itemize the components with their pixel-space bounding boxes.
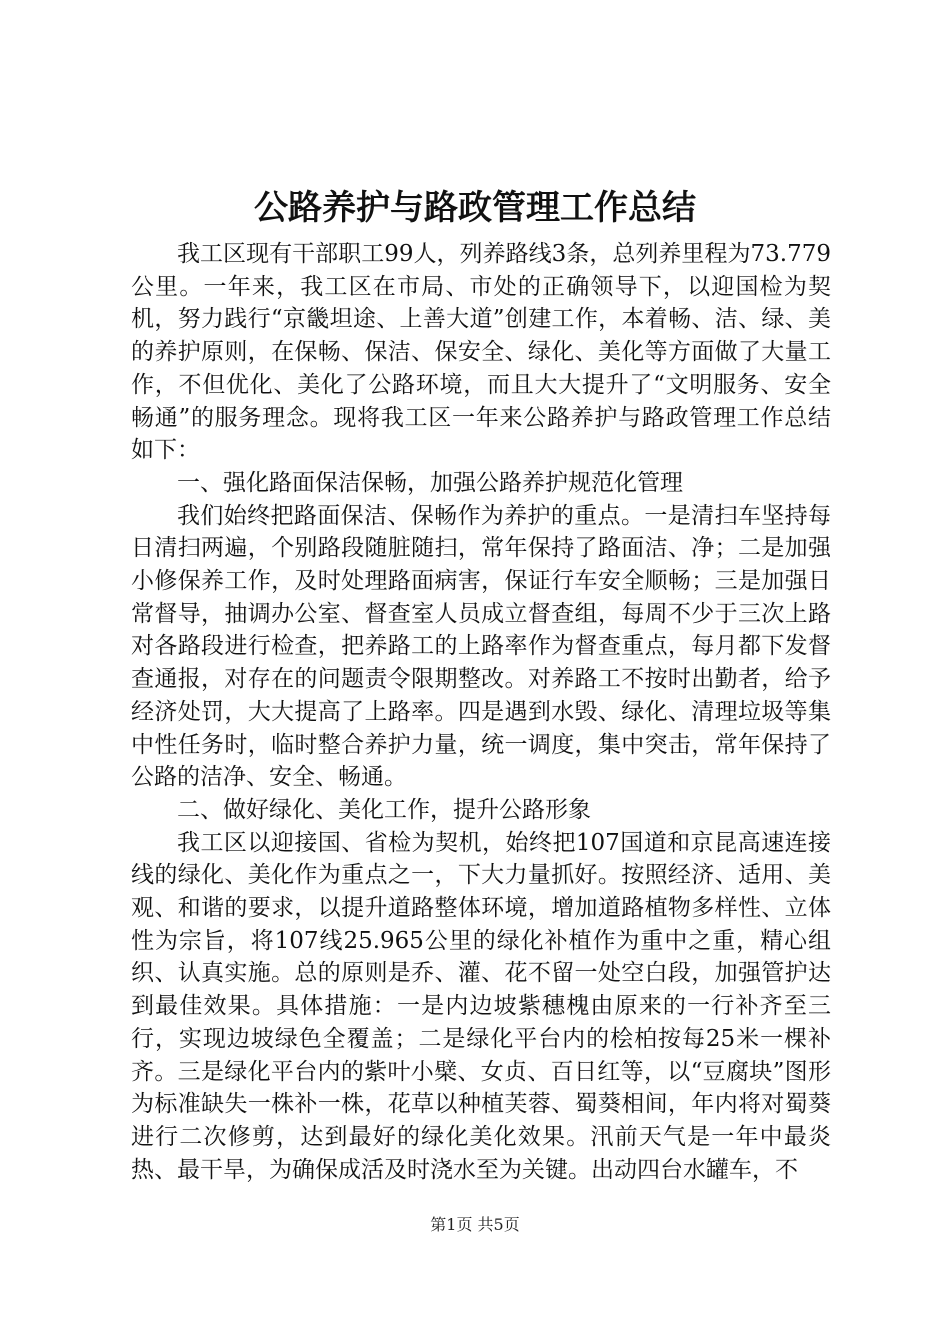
document-title: 公路养护与路政管理工作总结 (254, 188, 696, 228)
section-1-paragraph: 我们始终把路面保洁、保畅作为养护的重点。一是清扫车坚持每日清扫两遍，个别路段随脏随扫，常年保持了路面洁、净；二是加强小修保养工作，及时处理路面病害，保证行车安全顺畅；三是加强日常督导，抽调办公室、督查室人员成立督查组，每周不少于三次上路对各路段进行检查，把养路工的上路率作为督查重点，每月都下发督查通报，对存在的问题责令限期整改。对养路工不按时出勤者，给予经济处罚，大大提高了上路率。四是遇到水毁、绿化、清理垃圾等集中性任务时，临时整合养护力量，统一调度，集中突击，常年保持了公路的洁净、安全、畅通。 (131, 502, 831, 791)
document-body (131, 238, 831, 1186)
intro-paragraph: 我工区现有干部职工99人，列养路线3条，总列养里程为73.779公里。一年来，我工区在市局、市处的正确领导下，以迎国检为契机，努力践行“京畿坦途、上善大道”创建工作，本着畅、洁、绿、美的养护原则，在保畅、保洁、保安全、绿化、美化等方面做了大量工作，不但优化、美化了公路环境，而且大大提升了“文明服务、安全畅通”的服务理念。现将我工区一年来公路养护与路政管理工作总结如下： (131, 241, 831, 464)
page-number-footer: 第1页 共5页 (430, 1215, 520, 1234)
section-heading-2: 二、做好绿化、美化工作，提升公路形象 (177, 796, 591, 823)
section-heading-1: 一、强化路面保洁保畅，加强公路养护规范化管理 (177, 469, 683, 496)
section-2-paragraph: 我工区以迎接国、省检为契机，始终把107国道和京昆高速连接线的绿化、美化作为重点之一，下大力量抓好。按照经济、适用、美观、和谐的要求，以提升道路整体环境，增加道路植物多样性、立体性为宗旨，将107线25.965公里的绿化补植作为重中之重，精心组织、认真实施。总的原则是乔、灌、花不留一处空白段，加强管护达到最佳效果。具体措施：一是内边坡紫穗槐由原来的一行补齐至三行，实现边坡绿色全覆盖；二是绿化平台内的桧柏按每25米一棵补齐。三是绿化平台内的紫叶小檗、女贞、百日红等，以“豆腐块”图形为标准缺失一株补一株，花草以种植芙蓉、蜀葵相间，年内将对蜀葵进行二次修剪，达到最好的绿化美化效果。汛前天气是一年中最炎热、最干旱，为确保成活及时浇水至为关键。出动四台水罐车，不 (131, 829, 831, 1183)
